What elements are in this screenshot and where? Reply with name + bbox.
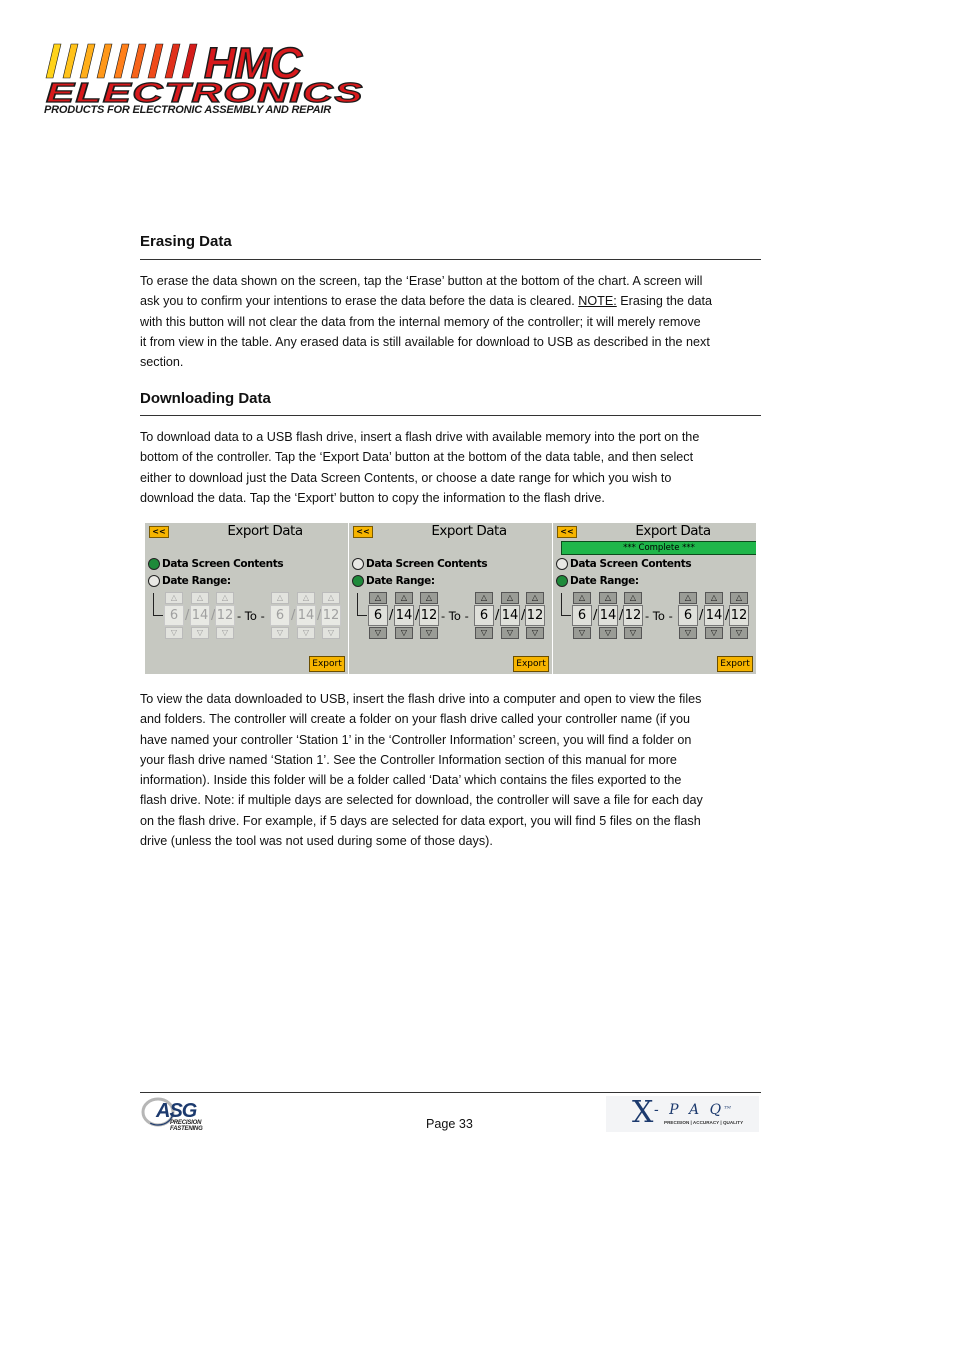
from-day-up-arrow-icon[interactable]: △ — [599, 592, 617, 604]
date-slash: / — [185, 608, 190, 623]
text-line: flash drive. Note: if multiple days are selected for download, the controller will save a file for each day — [140, 793, 703, 808]
from-year-down-arrow-icon[interactable]: ▽ — [624, 627, 642, 639]
xpaq-tagline: PRECISION | ACCURACY | QUALITY — [664, 1120, 744, 1125]
page-number: Page 33 — [426, 1117, 473, 1131]
text-line: bottom of the controller. Tap the ‘Export Data’ button at the bottom of the data table, and then select — [140, 450, 694, 465]
from-year-down-arrow-icon[interactable]: ▽ — [216, 627, 234, 639]
from-month-field[interactable]: 6 — [572, 605, 592, 626]
from-day-field[interactable]: 14 — [190, 605, 210, 626]
to-day-field[interactable]: 14 — [704, 605, 724, 626]
to-month-field[interactable]: 6 — [270, 605, 290, 626]
text-line: To view the data downloaded to USB, insert the flash drive into a computer and open to view the files — [140, 692, 702, 706]
date-range-label: Date Range: — [162, 575, 231, 587]
xpaq-name — [654, 1102, 731, 1118]
to-separator: - To - — [441, 609, 469, 623]
to-day-up-arrow-icon[interactable]: △ — [297, 592, 315, 604]
date-range-radio[interactable] — [352, 575, 364, 587]
date-range-bracket — [357, 593, 367, 616]
date-slash: / — [699, 608, 704, 623]
to-year-field[interactable]: 12 — [525, 605, 545, 626]
from-month-up-arrow-icon[interactable]: △ — [165, 592, 183, 604]
date-range-radio[interactable] — [556, 575, 568, 587]
logo-stripe — [80, 44, 95, 78]
to-day-field[interactable]: 14 — [296, 605, 316, 626]
text-line: on the flash drive. For example, if 5 days are selected for data export, you will find 5 files on the flash — [140, 813, 701, 828]
date-slash: / — [593, 608, 598, 623]
date-slash: / — [495, 608, 500, 623]
footer-rule — [140, 1092, 761, 1093]
text-line: information). Inside this folder will be a folder called ‘Data’ which contains the files exported to the — [140, 773, 682, 788]
text-line: have named your controller ‘Station 1’ in the ‘Controller Information’ screen, you will find a folder on — [140, 732, 692, 747]
from-year-up-arrow-icon[interactable]: △ — [420, 592, 438, 604]
to-month-up-arrow-icon[interactable]: △ — [679, 592, 697, 604]
asg-name: ASG — [156, 1100, 197, 1122]
export-button[interactable]: Export — [717, 656, 753, 672]
date-slash: / — [521, 608, 526, 623]
xpaq-tm: TM — [724, 1104, 731, 1110]
to-month-field[interactable]: 6 — [678, 605, 698, 626]
to-month-down-arrow-icon[interactable]: ▽ — [475, 627, 493, 639]
date-range-radio[interactable] — [148, 575, 160, 587]
export-button[interactable]: Export — [309, 656, 345, 672]
asg-sub-fastening: FASTENING — [170, 1126, 203, 1132]
date-slash: / — [317, 608, 322, 623]
to-year-up-arrow-icon[interactable]: △ — [730, 592, 748, 604]
erasing-paragraph — [140, 271, 762, 372]
to-day-down-arrow-icon[interactable]: ▽ — [297, 627, 315, 639]
text-line: To erase the data shown on the screen, tap the ‘Erase’ button at the bottom of the chart. A screen will — [140, 274, 703, 288]
asg-sub-precision: PRECISION — [170, 1120, 202, 1126]
downloading-paragraph — [140, 427, 762, 508]
text-line: either to download just the Data Screen Contents, or choose a date range for which you wish to — [140, 470, 672, 485]
from-month-down-arrow-icon[interactable]: ▽ — [369, 627, 387, 639]
to-day-up-arrow-icon[interactable]: △ — [705, 592, 723, 604]
from-month-field[interactable]: 6 — [368, 605, 388, 626]
date-slash: / — [389, 608, 394, 623]
logo-stripe — [182, 44, 197, 78]
to-day-down-arrow-icon[interactable]: ▽ — [501, 627, 519, 639]
data-screen-contents-radio[interactable] — [148, 558, 160, 570]
logo-stripe — [131, 44, 146, 78]
from-year-field[interactable]: 12 — [419, 605, 439, 626]
hmc-electronics-logo — [44, 42, 366, 118]
to-day-down-arrow-icon[interactable]: ▽ — [705, 627, 723, 639]
to-year-down-arrow-icon[interactable]: ▽ — [526, 627, 544, 639]
to-month-down-arrow-icon[interactable]: ▽ — [271, 627, 289, 639]
text-line: download the data. Tap the ‘Export’ button to copy the information to the flash drive. — [140, 490, 605, 505]
hmc-logo-graphic — [44, 42, 366, 104]
data-screen-contents-label: Data Screen Contents — [162, 558, 284, 570]
date-range-label: Date Range: — [366, 575, 435, 587]
to-year-down-arrow-icon[interactable]: ▽ — [322, 627, 340, 639]
to-month-down-arrow-icon[interactable]: ▽ — [679, 627, 697, 639]
to-separator: - To - — [645, 609, 673, 623]
logo-stripe — [63, 44, 78, 78]
note-label: NOTE: — [578, 294, 617, 309]
data-screen-contents-label: Data Screen Contents — [570, 558, 692, 570]
from-day-down-arrow-icon[interactable]: ▽ — [395, 627, 413, 639]
logo-stripe — [148, 44, 163, 78]
to-month-field[interactable]: 6 — [474, 605, 494, 626]
text-span: Erasing the data — [616, 294, 712, 309]
from-year-field[interactable]: 12 — [623, 605, 643, 626]
back-button[interactable]: << — [557, 526, 577, 538]
from-day-field[interactable]: 14 — [394, 605, 414, 626]
text-line: drive (unless the tool was not used during some of those days). — [140, 834, 493, 849]
export-data-title: Export Data — [227, 523, 303, 539]
logo-hmc-text: HMC — [204, 42, 302, 88]
text-span: ask you to confirm your intentions to erase the data before the data is cleared. — [140, 294, 579, 309]
xpaq-paq-text: - P A Q — [654, 1102, 725, 1118]
to-separator: - To - — [237, 609, 265, 623]
erasing-data-heading: Erasing Data — [140, 233, 232, 250]
date-slash: / — [725, 608, 730, 623]
text-line: with this button will not clear the data from the internal memory of the controller; it will merely remove — [140, 314, 701, 329]
status-complete-bar: *** Complete *** — [561, 541, 756, 555]
to-year-field[interactable]: 12 — [321, 605, 341, 626]
asg-logo — [140, 1096, 214, 1132]
text-line: and folders. The controller will create a folder on your flash drive called your controller name (if you — [140, 712, 690, 727]
from-day-down-arrow-icon[interactable]: ▽ — [191, 627, 209, 639]
export-data-panel — [349, 523, 552, 674]
to-year-up-arrow-icon[interactable]: △ — [526, 592, 544, 604]
text-line: To download data to a USB flash drive, insert a flash drive with available memory into the port on the — [140, 430, 700, 444]
logo-stripe — [97, 44, 112, 78]
xpaq-logo — [606, 1096, 759, 1132]
from-year-up-arrow-icon[interactable]: △ — [216, 592, 234, 604]
back-button[interactable]: << — [353, 526, 373, 538]
from-month-down-arrow-icon[interactable]: ▽ — [573, 627, 591, 639]
date-slash: / — [619, 608, 624, 623]
heading-rule — [140, 415, 761, 416]
from-month-field[interactable]: 6 — [164, 605, 184, 626]
downloading-data-heading: Downloading Data — [140, 390, 271, 407]
heading-rule — [140, 259, 761, 260]
from-month-up-arrow-icon[interactable]: △ — [573, 592, 591, 604]
logo-tagline: PRODUCTS FOR ELECTRONIC ASSEMBLY AND REPAIR — [44, 104, 331, 116]
text-line: section. — [140, 355, 184, 370]
export-data-title: Export Data — [431, 523, 507, 539]
data-screen-contents-radio[interactable] — [352, 558, 364, 570]
export-data-title: Export Data — [635, 523, 711, 539]
text-line: it from view in the table. Any erased data is still available for download to USB as described in the next — [140, 334, 710, 349]
to-day-up-arrow-icon[interactable]: △ — [501, 592, 519, 604]
to-month-up-arrow-icon[interactable]: △ — [271, 592, 289, 604]
date-range-bracket — [561, 593, 571, 616]
from-day-field[interactable]: 14 — [598, 605, 618, 626]
from-day-up-arrow-icon[interactable]: △ — [395, 592, 413, 604]
date-slash: / — [211, 608, 216, 623]
data-screen-contents-label: Data Screen Contents — [366, 558, 488, 570]
from-day-up-arrow-icon[interactable]: △ — [191, 592, 209, 604]
date-slash: / — [415, 608, 420, 623]
viewing-paragraph — [140, 689, 762, 851]
from-year-up-arrow-icon[interactable]: △ — [624, 592, 642, 604]
logo-stripe — [114, 44, 129, 78]
to-month-up-arrow-icon[interactable]: △ — [475, 592, 493, 604]
from-year-down-arrow-icon[interactable]: ▽ — [420, 627, 438, 639]
from-month-down-arrow-icon[interactable]: ▽ — [165, 627, 183, 639]
data-screen-contents-radio[interactable] — [556, 558, 568, 570]
logo-electronics-text: ELECTRONICS — [46, 77, 364, 104]
from-day-down-arrow-icon[interactable]: ▽ — [599, 627, 617, 639]
from-year-field[interactable]: 12 — [215, 605, 235, 626]
date-range-bracket — [153, 593, 163, 616]
back-button[interactable]: << — [149, 526, 169, 538]
to-year-up-arrow-icon[interactable]: △ — [322, 592, 340, 604]
to-year-field[interactable]: 12 — [729, 605, 749, 626]
xpaq-x-letter: X — [632, 1095, 654, 1130]
export-data-panel — [145, 523, 348, 674]
text-line — [140, 291, 762, 311]
logo-stripe — [46, 44, 61, 78]
logo-stripe — [165, 44, 180, 78]
to-year-down-arrow-icon[interactable]: ▽ — [730, 627, 748, 639]
export-button[interactable]: Export — [513, 656, 549, 672]
export-data-panel — [553, 523, 756, 674]
from-month-up-arrow-icon[interactable]: △ — [369, 592, 387, 604]
text-line: your flash drive named ‘Station 1’. See the Controller Information section of this manual for more — [140, 752, 677, 767]
date-slash: / — [291, 608, 296, 623]
to-day-field[interactable]: 14 — [500, 605, 520, 626]
date-range-label: Date Range: — [570, 575, 639, 587]
